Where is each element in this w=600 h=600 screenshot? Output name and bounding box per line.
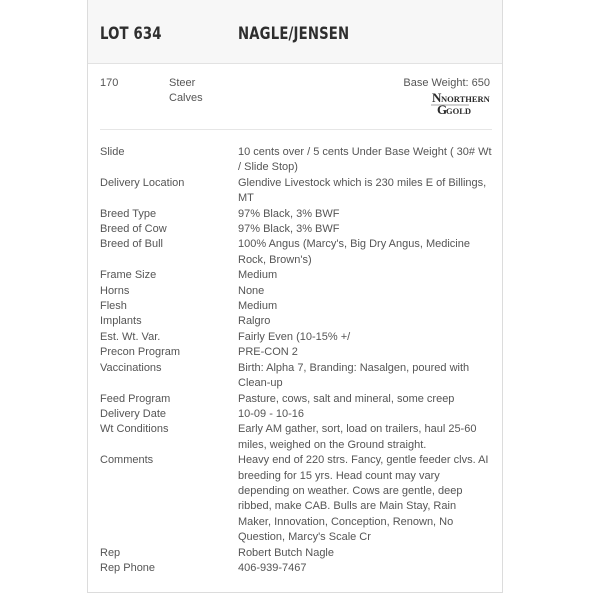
detail-label: Wt Conditions	[100, 423, 169, 436]
base-weight: Base Weight: 650	[403, 77, 490, 89]
cattle-kind-line2: Calves	[169, 92, 203, 104]
detail-value: 100% Angus (Marcy's, Big Dry Angus, Medicine Rock, Brown's)	[238, 238, 470, 266]
detail-label: Rep	[100, 546, 121, 559]
detail-value: Medium	[238, 300, 278, 313]
detail-value: 10-09 - 10-16	[238, 407, 305, 420]
detail-value: Heavy end of 220 strs. Fancy, gentle feeder clvs. AI breeding for 15 yrs. Head count may vary depending on weather. Cows are gentle, deep ribbed, make CAB. Bulls are Main Stay, Rain Maker, Innovation, Conception, Renown, No Question, Marcy's Scale Cr	[238, 454, 489, 544]
detail-value: Fairly Even (10-15% +/	[238, 330, 351, 343]
detail-label: Comments	[100, 454, 154, 467]
lot-header	[88, 0, 502, 64]
detail-value: 10 cents over / 5 cents Under Base Weight ( 30# Wt / Slide Stop)	[238, 146, 492, 174]
divider	[100, 129, 492, 130]
detail-label: Breed Type	[100, 207, 157, 220]
detail-list	[100, 145, 492, 576]
logo-text-northern: NORTHERN	[441, 94, 490, 104]
detail-row	[100, 361, 492, 392]
detail-row	[100, 561, 492, 576]
cattle-kind-line1: Steer	[169, 77, 196, 89]
detail-value: Glendive Livestock which is 230 miles E of Billings, MT	[238, 176, 487, 205]
detail-value: PRE-CON 2	[238, 346, 298, 359]
detail-row	[100, 345, 492, 360]
detail-label: Feed Program	[100, 392, 171, 405]
detail-label: Rep Phone	[100, 561, 156, 574]
detail-label: Slide	[100, 146, 125, 158]
detail-row	[100, 222, 492, 237]
northern-gold-logo	[429, 91, 491, 117]
detail-row	[100, 299, 492, 314]
detail-row	[100, 268, 492, 283]
svg-text:G: G	[437, 102, 448, 117]
detail-row	[100, 422, 492, 453]
consignor-name: NAGLE/JENSEN	[238, 24, 350, 44]
detail-row	[100, 392, 492, 407]
detail-label: Frame Size	[100, 269, 157, 282]
lot-number: LOT 634	[100, 24, 162, 44]
detail-row	[100, 284, 492, 299]
detail-value: 97% Black, 3% BWF	[238, 207, 340, 220]
detail-value: None	[238, 284, 265, 297]
detail-row	[100, 314, 492, 329]
detail-label: Delivery Location	[100, 176, 185, 189]
detail-value: Birth: Alpha 7, Branding: Nasalgen, poured with Clean-up	[238, 361, 470, 390]
detail-value: Early AM gather, sort, load on trailers, haul 25-60 miles, weighed on the Ground straight.	[238, 423, 477, 451]
detail-row	[100, 207, 492, 222]
detail-label: Est. Wt. Var.	[100, 330, 161, 343]
detail-label: Vaccinations	[100, 361, 162, 374]
detail-label: Implants	[100, 315, 142, 328]
detail-row	[100, 546, 492, 561]
detail-label: Flesh	[100, 300, 127, 313]
detail-label: Breed of Bull	[100, 238, 163, 251]
detail-row	[100, 237, 492, 268]
detail-label: Delivery Date	[100, 407, 167, 420]
detail-value: Robert Butch Nagle	[238, 546, 334, 559]
detail-label: Precon Program	[100, 346, 181, 359]
detail-label: Horns	[100, 284, 130, 297]
head-count: 170	[100, 77, 119, 89]
detail-value: Pasture, cows, salt and mineral, some creep	[238, 392, 455, 405]
detail-row	[100, 407, 492, 422]
detail-value: 97% Black, 3% BWF	[238, 223, 340, 236]
logo-text-gold: GOLD	[446, 106, 472, 116]
detail-label: Breed of Cow	[100, 223, 167, 236]
detail-row	[100, 176, 492, 207]
lot-card	[87, 0, 503, 593]
detail-value: Ralgro	[238, 315, 271, 328]
detail-value: 406-939-7467	[238, 561, 307, 574]
detail-row	[100, 453, 492, 545]
detail-value: Medium	[238, 269, 278, 282]
svg-text:N: N	[432, 91, 442, 105]
detail-row	[100, 330, 492, 345]
detail-row	[100, 145, 492, 176]
